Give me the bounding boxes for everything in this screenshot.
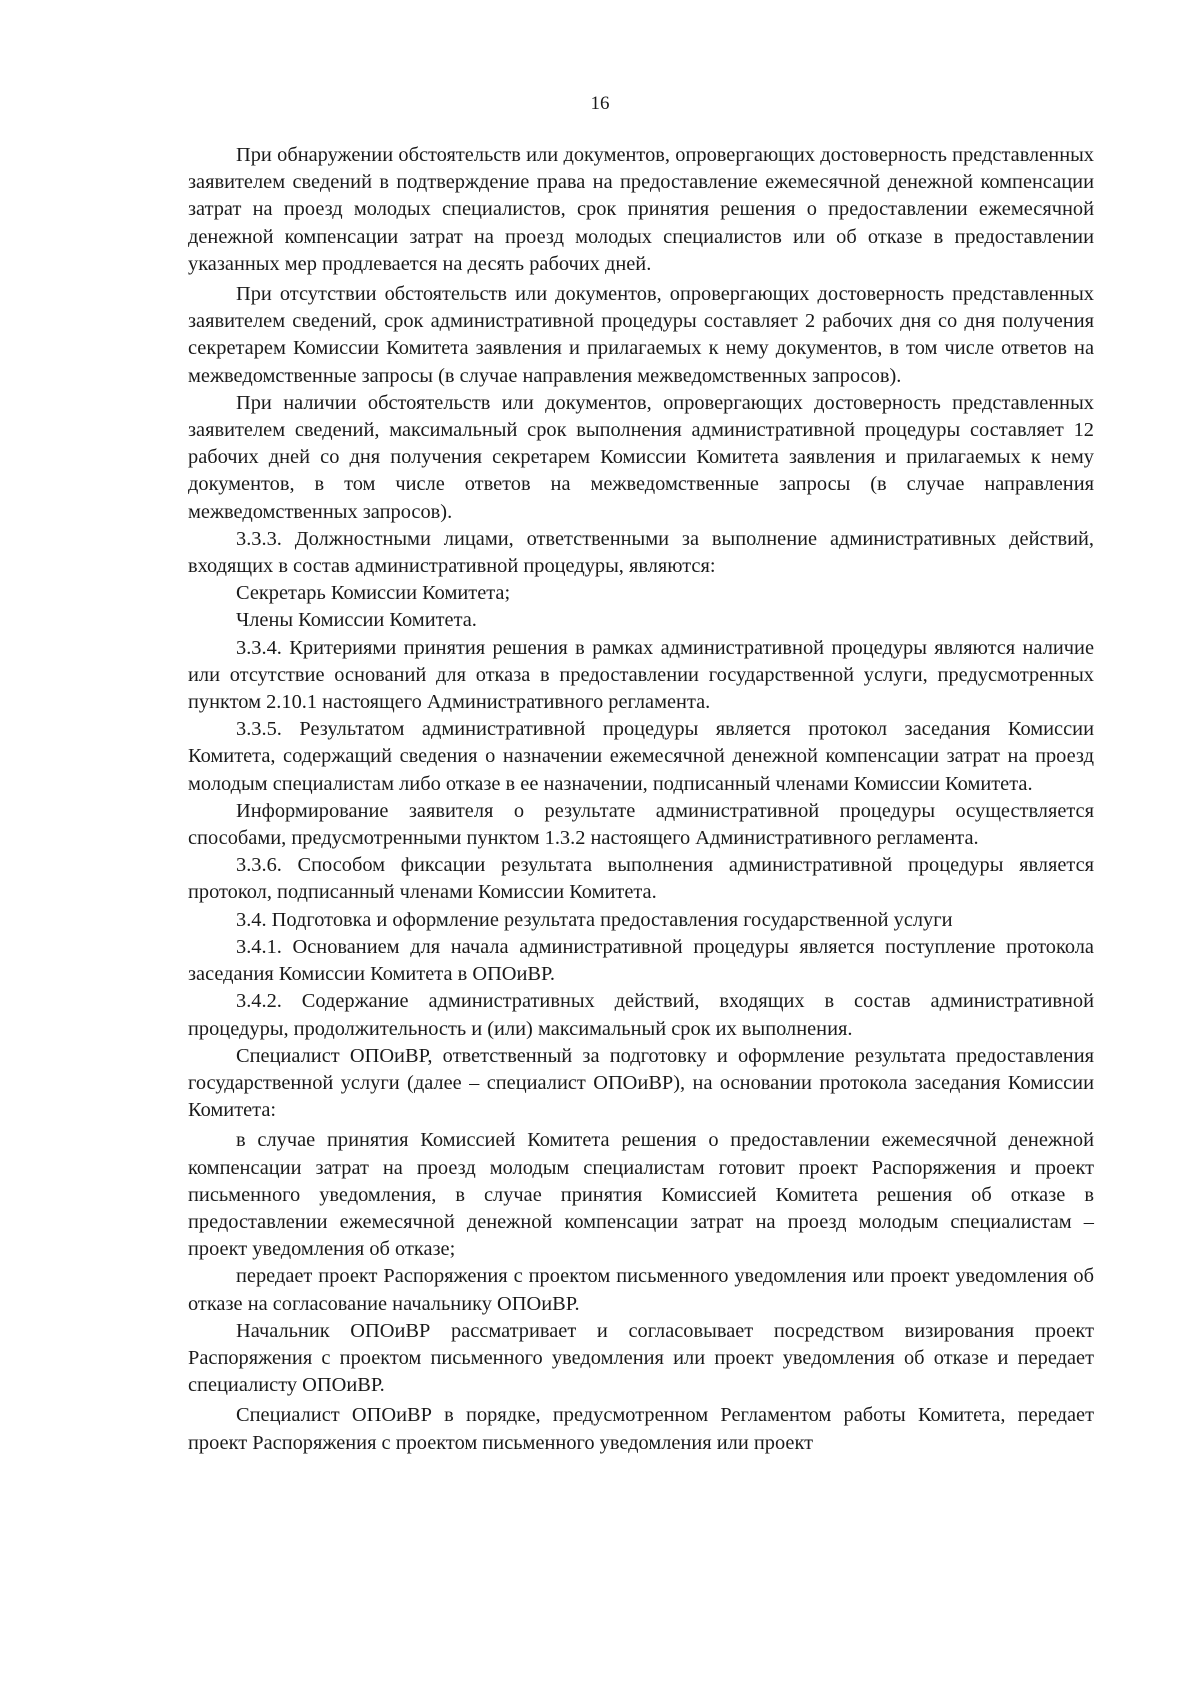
- paragraph: 3.3.3. Должностными лицами, ответственными за выполнение административных действий, входящих в состав административной процедуры, являются:: [188, 527, 1094, 578]
- paragraph: Информирование заявителя о результате административной процедуры осуществляется способами, предусмотренными пунктом 1.3.2 настоящего Административного регламента.: [188, 799, 1094, 850]
- paragraph: 3.4.1. Основанием для начала административной процедуры является поступление протокола заседания Комиссии Комитета в ОПОиВР.: [188, 935, 1094, 986]
- paragraph: При наличии обстоятельств или документов, опровергающих достоверность представленных заявителем сведений, максимальный срок выполнения административной процедуры составляет 12 рабочих дней со дня получения секретарем Комиссии Комитета заявления и прилагаемых к нему документов, в том числе ответов на межведомственные запросы (в случае направления межведомственных запросов).: [188, 391, 1094, 523]
- paragraph: 3.3.4. Критериями принятия решения в рамках административной процедуры являются наличие или отсутствие оснований для отказа в предоставлении государственной услуги, предусмотренных пунктом 2.10.1 настоящего Административного регламента.: [188, 636, 1094, 714]
- paragraph: передает проект Распоряжения с проектом письменного уведомления или проект уведомления об отказе на согласование начальнику ОПОиВР.: [188, 1265, 1094, 1315]
- paragraph: При отсутствии обстоятельств или документов, опровергающих достоверность представленных заявителем сведений, срок административной процедуры составляет 2 рабочих дня со дня получения секретарем Комиссии Комитета заявления и прилагаемых к нему документов, в том числе ответов на межведомственные запросы (в случае направления межведомственных запросов).: [188, 283, 1094, 387]
- paragraph: 3.3.5. Результатом административной процедуры является протокол заседания Комиссии Комитета, содержащий сведения о назначении ежемесячной денежной компенсации затрат на проезд молодым специалистам либо отказе в ее назначении, подписанный членами Комиссии Комитета.: [188, 718, 1094, 795]
- paragraph: Специалист ОПОиВР в порядке, предусмотренном Регламентом работы Комитета, передает проект Распоряжения с проектом письменного уведомления или проект: [188, 1404, 1094, 1454]
- document-body: [188, 142, 1094, 1457]
- paragraph: 3.3.6. Способом фиксации результата выполнения административной процедуры является протокол, подписанный членами Комиссии Комитета.: [188, 854, 1094, 904]
- paragraph: в случае принятия Комиссией Комитета решения о предоставлении ежемесячной денежной компенсации затрат на проезд молодым специалистам готовит проект Распоряжения и проект письменного уведомления, в случае принятия Комиссией Комитета решения об отказе в предоставлении ежемесячной денежной компенсации затрат на проезд молодым специалистам – проект уведомления об отказе;: [188, 1129, 1094, 1261]
- paragraph: Специалист ОПОиВР, ответственный за подготовку и оформление результата предоставления государственной услуги (далее – специалист ОПОиВР), на основании протокола заседания Комиссии Комитета:: [188, 1044, 1094, 1122]
- paragraph: Начальник ОПОиВР рассматривает и согласовывает посредством визирования проект Распоряжения с проектом письменного уведомления или проект уведомления об отказе и передает специалисту ОПОиВР.: [188, 1319, 1094, 1397]
- paragraph: 3.4.2. Содержание административных действий, входящих в состав административной процедуры, продолжительность и (или) максимальный срок их выполнения.: [188, 990, 1094, 1040]
- paragraph: Секретарь Комиссии Комитета;: [236, 582, 511, 605]
- paragraph: При обнаружении обстоятельств или документов, опровергающих достоверность представленных заявителем сведений в подтверждение права на предоставление ежемесячной денежной компенсации затрат на проезд молодых специалистов, срок принятия решения о предоставлении ежемесячной денежной компенсации затрат на проезд молодых специалистов или об отказе в предоставлении указанных мер продлевается на десять рабочих дней.: [188, 144, 1094, 275]
- section-heading: 3.4. Подготовка и оформление результата предоставления государственной услуги: [236, 908, 953, 931]
- page-number: 16: [590, 93, 610, 114]
- paragraph: Члены Комиссии Комитета.: [236, 609, 477, 632]
